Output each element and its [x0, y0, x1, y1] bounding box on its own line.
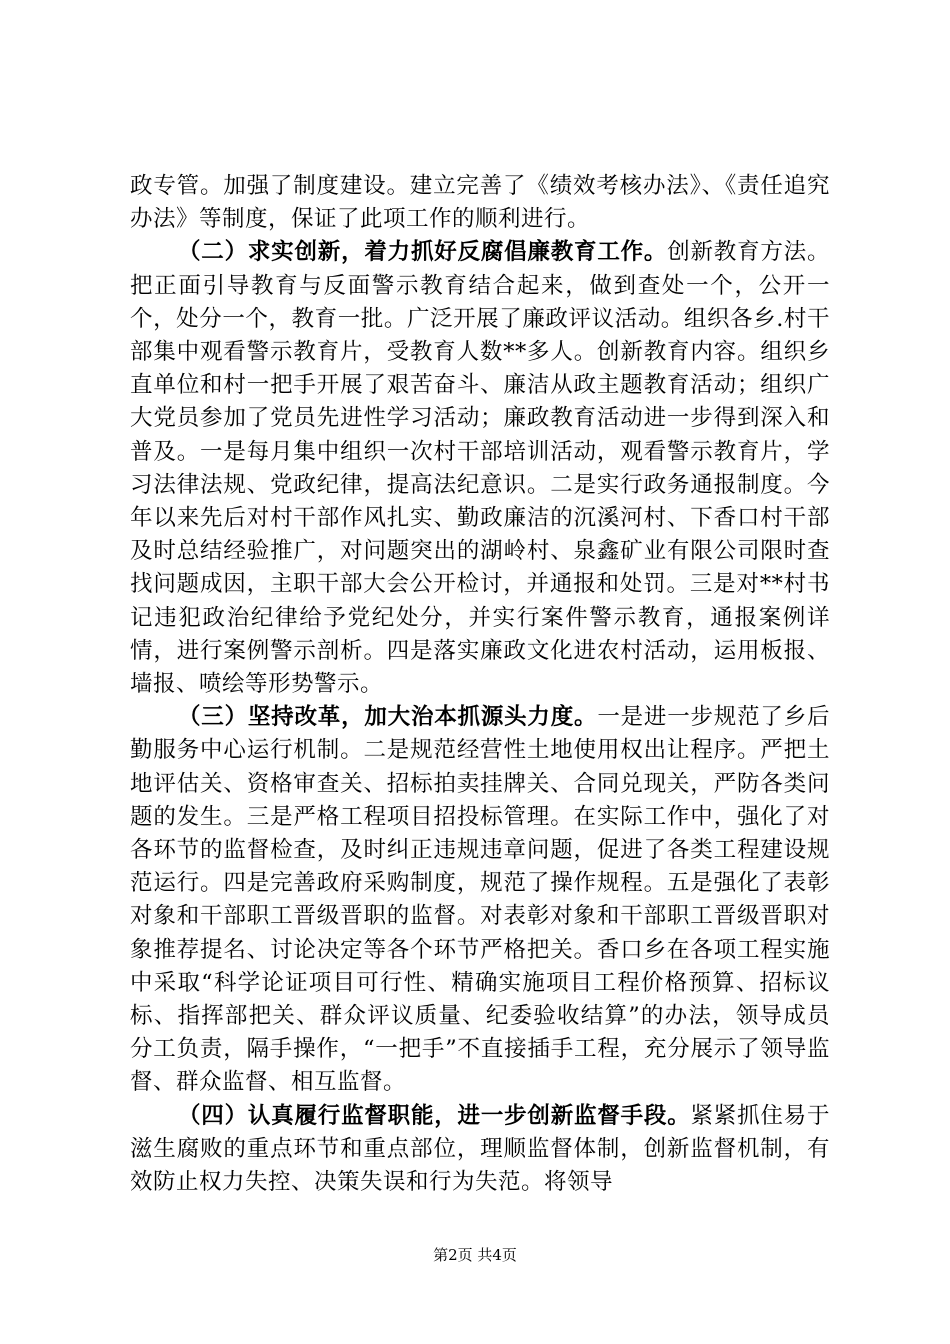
paragraph-body: 创新教育方法。把正面引导教育与反面警示教育结合起来，做到查处一个，公开一个，处分一个，教育一批。广泛开展了廉政评议活动。组织各乡.村干部集中观看警示教育片，受教育人数**多人。创新教育内容。组织乡直单位和村一把手开展了艰苦奋斗、廉洁从政主题教育活动；组织广大党员参加了党员先进性学习活动；廉政教育活动进一步得到深入和普及。一是每月集中组织一次村干部培训活动，观看警示教育片，学习法律法规、党政纪律，提高法纪意识。二是实行政务通报制度。今年以来先后对村干部作风扎实、勤政廉洁的沉溪河村、下香口村干部及时总结经验推广，对问题突出的湖岭村、泉鑫矿业有限公司限时查找问题成因，主职干部大会公开检讨，并通报和处罚。三是对**村书记违犯政治纪律给予党纪处分，并实行案件警示教育，通报案例详情，进行案例警示剖析。四是落实廉政文化进农村活动，运用板报、墙报、喷绘等形势警示。 — [130, 239, 830, 698]
page-number-label: 第2页 共4页 — [433, 1246, 517, 1264]
paragraph-section-3 — [130, 701, 830, 1099]
section-heading: （三）坚持改革，加大治本抓源头力度。 — [178, 704, 598, 731]
section-heading: （四）认真履行监督职能，进一步创新监督手段。 — [178, 1102, 691, 1129]
page-footer — [0, 1244, 950, 1265]
paragraph-section-4 — [130, 1100, 830, 1200]
paragraph-continuation — [130, 170, 830, 236]
paragraph-body: 政专管。加强了制度建设。建立完善了《绩效考核办法》、《责任追究办法》等制度，保证了此项工作的顺利进行。 — [130, 173, 830, 233]
document-page — [130, 170, 830, 1199]
section-heading: （二）求实创新，着力抓好反腐倡廉教育工作。 — [178, 239, 668, 266]
paragraph-section-2 — [130, 236, 830, 701]
paragraph-body: 一是进一步规范了乡后勤服务中心运行机制。二是规范经营性土地使用权出让程序。严把土地评估关、资格审查关、招标拍卖挂牌关、合同兑现关，严防各类问题的发生。三是严格工程项目招投标管理。在实际工作中，强化了对各环节的监督检查，及时纠正违规违章问题，促进了各类工程建设规范运行。四是完善政府采购制度，规范了操作规程。五是强化了表彰对象和干部职工晋级晋职的监督。对表彰对象和干部职工晋级晋职对象推荐提名、讨论决定等各个环节严格把关。香口乡在各项工程实施中采取“科学论证项目可行性、精确实施项目工程价格预算、招标议标、指挥部把关、群众评议质量、纪委验收结算”的办法，领导成员分工负责，隔手操作，“一把手”不直接插手工程，充分展示了领导监督、群众监督、相互监督。 — [130, 704, 830, 1096]
paragraph-body: 紧紧抓住易于滋生腐败的重点环节和重点部位，理顺监督体制，创新监督机制，有效防止权力失控、决策失误和行为失范。将领导 — [130, 1102, 830, 1196]
